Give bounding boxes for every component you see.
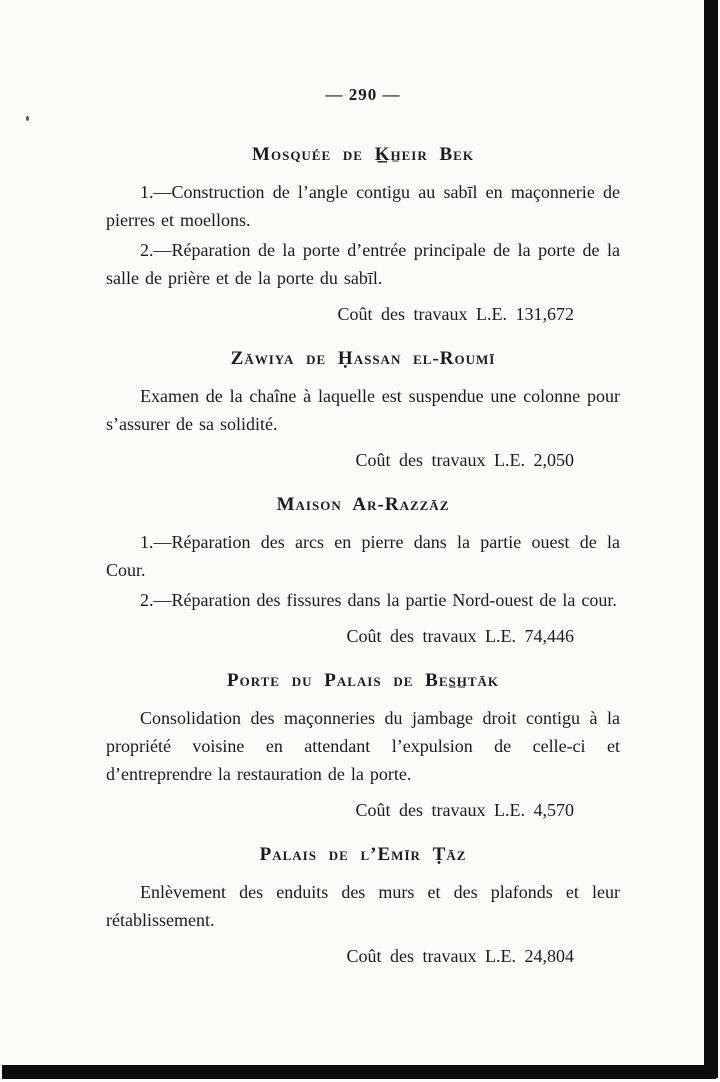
paragraph: 2.—Réparation de la porte d’entrée principale de la porte de la salle de prière et de la porte du sabīl. bbox=[106, 240, 620, 288]
section-mosquee-kheir-bek bbox=[106, 142, 620, 328]
section-heading: Palais de l’Emīr Ṭāz bbox=[259, 844, 467, 865]
cost-line: Coût des travaux L.E. 131,672 bbox=[337, 304, 574, 324]
section-heading: Maison Ar-Razzāz bbox=[276, 494, 450, 515]
paragraph: Examen de la chaîne à laquelle est suspendue une colonne pour s’assurer de sa solidité. bbox=[106, 386, 620, 434]
cost-line: Coût des travaux L.E. 4,570 bbox=[355, 800, 574, 820]
section-zawiya-hassan-el-roumi bbox=[106, 346, 620, 474]
paragraph: 1.—Construction de l’angle contigu au sabīl en maçonnerie de pierres et moellons. bbox=[106, 182, 620, 230]
section-heading: Mosquée de K̲h̲eir Bek bbox=[252, 144, 474, 165]
section-maison-ar-razzaz bbox=[106, 492, 620, 650]
scan-edge-bottom bbox=[2, 1065, 716, 1079]
cost-line: Coût des travaux L.E. 2,050 bbox=[355, 450, 574, 470]
section-heading: Zāwiya de Ḥassan el-Roumī bbox=[230, 348, 496, 369]
section-porte-palais-beshtak bbox=[106, 668, 620, 824]
scan-edge-right bbox=[704, 0, 718, 1078]
scan-speck bbox=[26, 116, 29, 121]
cost-line: Coût des travaux L.E. 24,804 bbox=[346, 946, 574, 966]
section-heading: Porte du Palais de Bes̲h̲tāk bbox=[226, 670, 500, 691]
paragraph: 2.—Réparation des fissures dans la partie Nord-ouest de la cour. bbox=[140, 590, 617, 610]
paragraph: 1.—Réparation des arcs en pierre dans la partie ouest de la Cour. bbox=[106, 532, 620, 580]
paragraph: Enlèvement des enduits des murs et des plafonds et leur rétablissement. bbox=[106, 882, 620, 930]
cost-line: Coût des travaux L.E. 74,446 bbox=[346, 626, 574, 646]
section-palais-emir-taz bbox=[106, 842, 620, 970]
paragraph: Consolidation des maçonneries du jambage droit contigu à la propriété voisine en attendant l’expulsion de celle-ci et d’entreprendre la restauration de la porte. bbox=[106, 708, 620, 784]
page-number: — 290 — bbox=[325, 85, 401, 104]
